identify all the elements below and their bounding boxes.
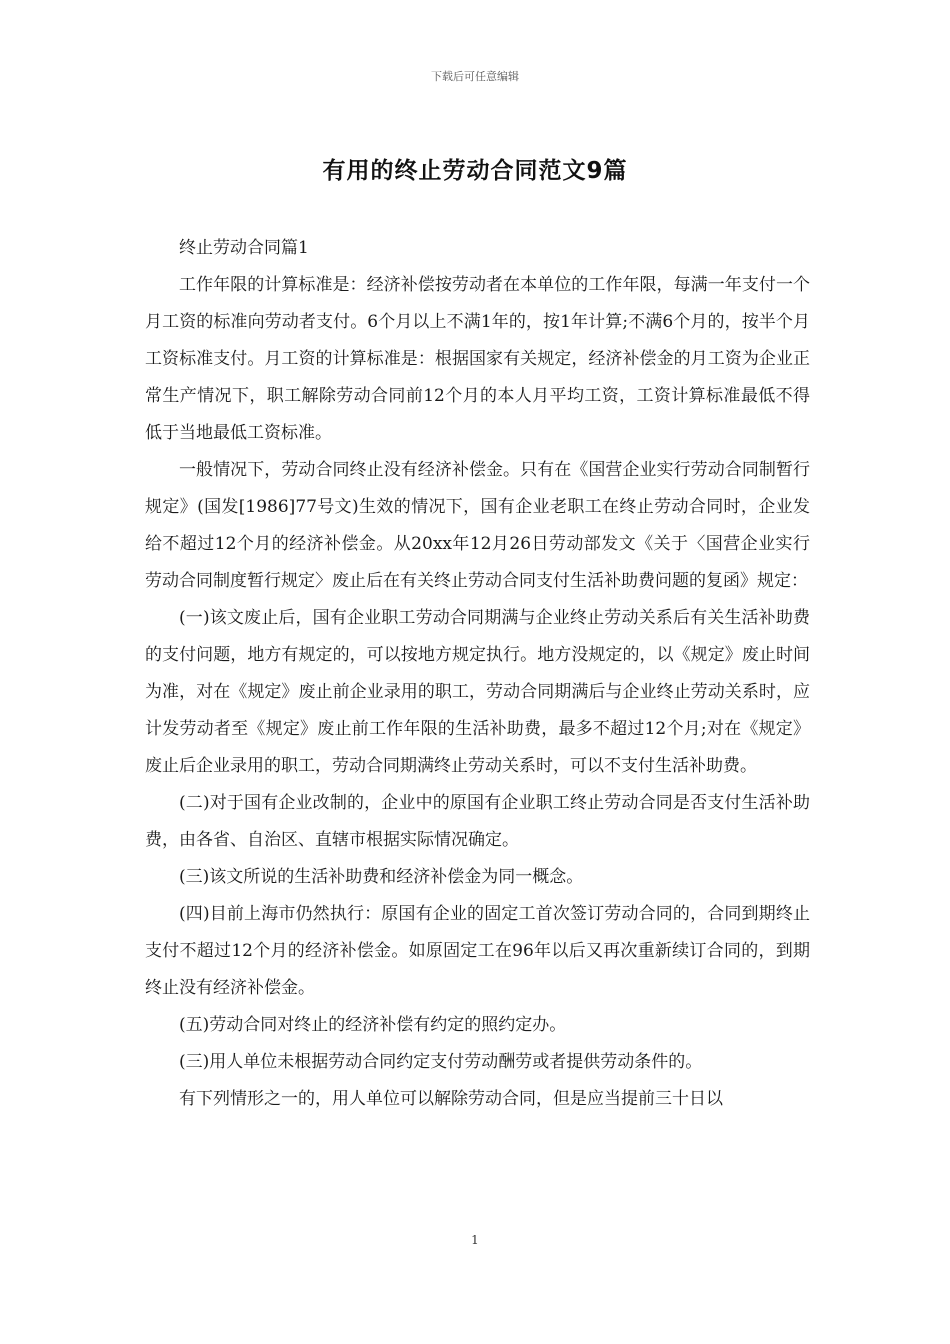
paragraph: (三)该文所说的生活补助费和经济补偿金为同一概念。	[179, 867, 584, 887]
paragraph: (五)劳动合同对终止的经济补偿有约定的照约定办。	[179, 1015, 567, 1035]
document-title: 有用的终止劳动合同范文9篇	[322, 158, 628, 184]
paragraph: 工作年限的计算标准是：经济补偿按劳动者在本单位的工作年限，每满一年支付一个月工资的标准向劳动者支付。6个月以上不满1年的，按1年计算;不满6个月的，按半个月工资标准支付。月工资的计算标准是：根据国家有关规定，经济补偿金的月工资为企业正常生产情况下，职工解除劳动合同前12个月的本人月平均工资，工资计算标准最低不得低于当地最低工资标准。	[145, 275, 810, 443]
page-header-note: 下载后可任意编辑	[431, 70, 519, 83]
paragraph: 终止劳动合同篇1	[179, 238, 309, 258]
paragraph: (一)该文废止后，国有企业职工劳动合同期满与企业终止劳动关系后有关生活补助费的支付问题，地方有规定的，可以按地方规定执行。地方没规定的，以《规定》废止时间为准，对在《规定》废止前企业录用的职工，劳动合同期满后与企业终止劳动关系时，应计发劳动者至《规定》废止前工作年限的生活补助费，最多不超过12个月;对在《规定》废止后企业录用的职工，劳动合同期满终止劳动关系时，可以不支付生活补助费。	[145, 608, 810, 776]
paragraph: 一般情况下，劳动合同终止没有经济补偿金。只有在《国营企业实行劳动合同制暂行规定》(国发[1986]77号文)生效的情况下，国有企业老职工在终止劳动合同时，企业发给不超过12个月的经济补偿金。从20xx年12月26日劳动部发文《关于〈国营企业实行劳动合同制度暂行规定〉废止后在有关终止劳动合同支付生活补助费问题的复函》规定：	[145, 460, 810, 591]
paragraph: 有下列情形之一的，用人单位可以解除劳动合同，但是应当提前三十日以	[179, 1089, 723, 1109]
document-body	[145, 230, 810, 1118]
paragraph: (二)对于国有企业改制的，企业中的原国有企业职工终止劳动合同是否支付生活补助费，由各省、自治区、直辖市根据实际情况确定。	[145, 793, 810, 850]
paragraph: (三)用人单位未根据劳动合同约定支付劳动酬劳或者提供劳动条件的。	[179, 1052, 703, 1072]
page-number: 1	[471, 1233, 479, 1247]
paragraph: (四)目前上海市仍然执行：原国有企业的固定工首次签订劳动合同的，合同到期终止支付不超过12个月的经济补偿金。如原固定工在96年以后又再次重新续订合同的，到期终止没有经济补偿金。	[145, 904, 810, 998]
